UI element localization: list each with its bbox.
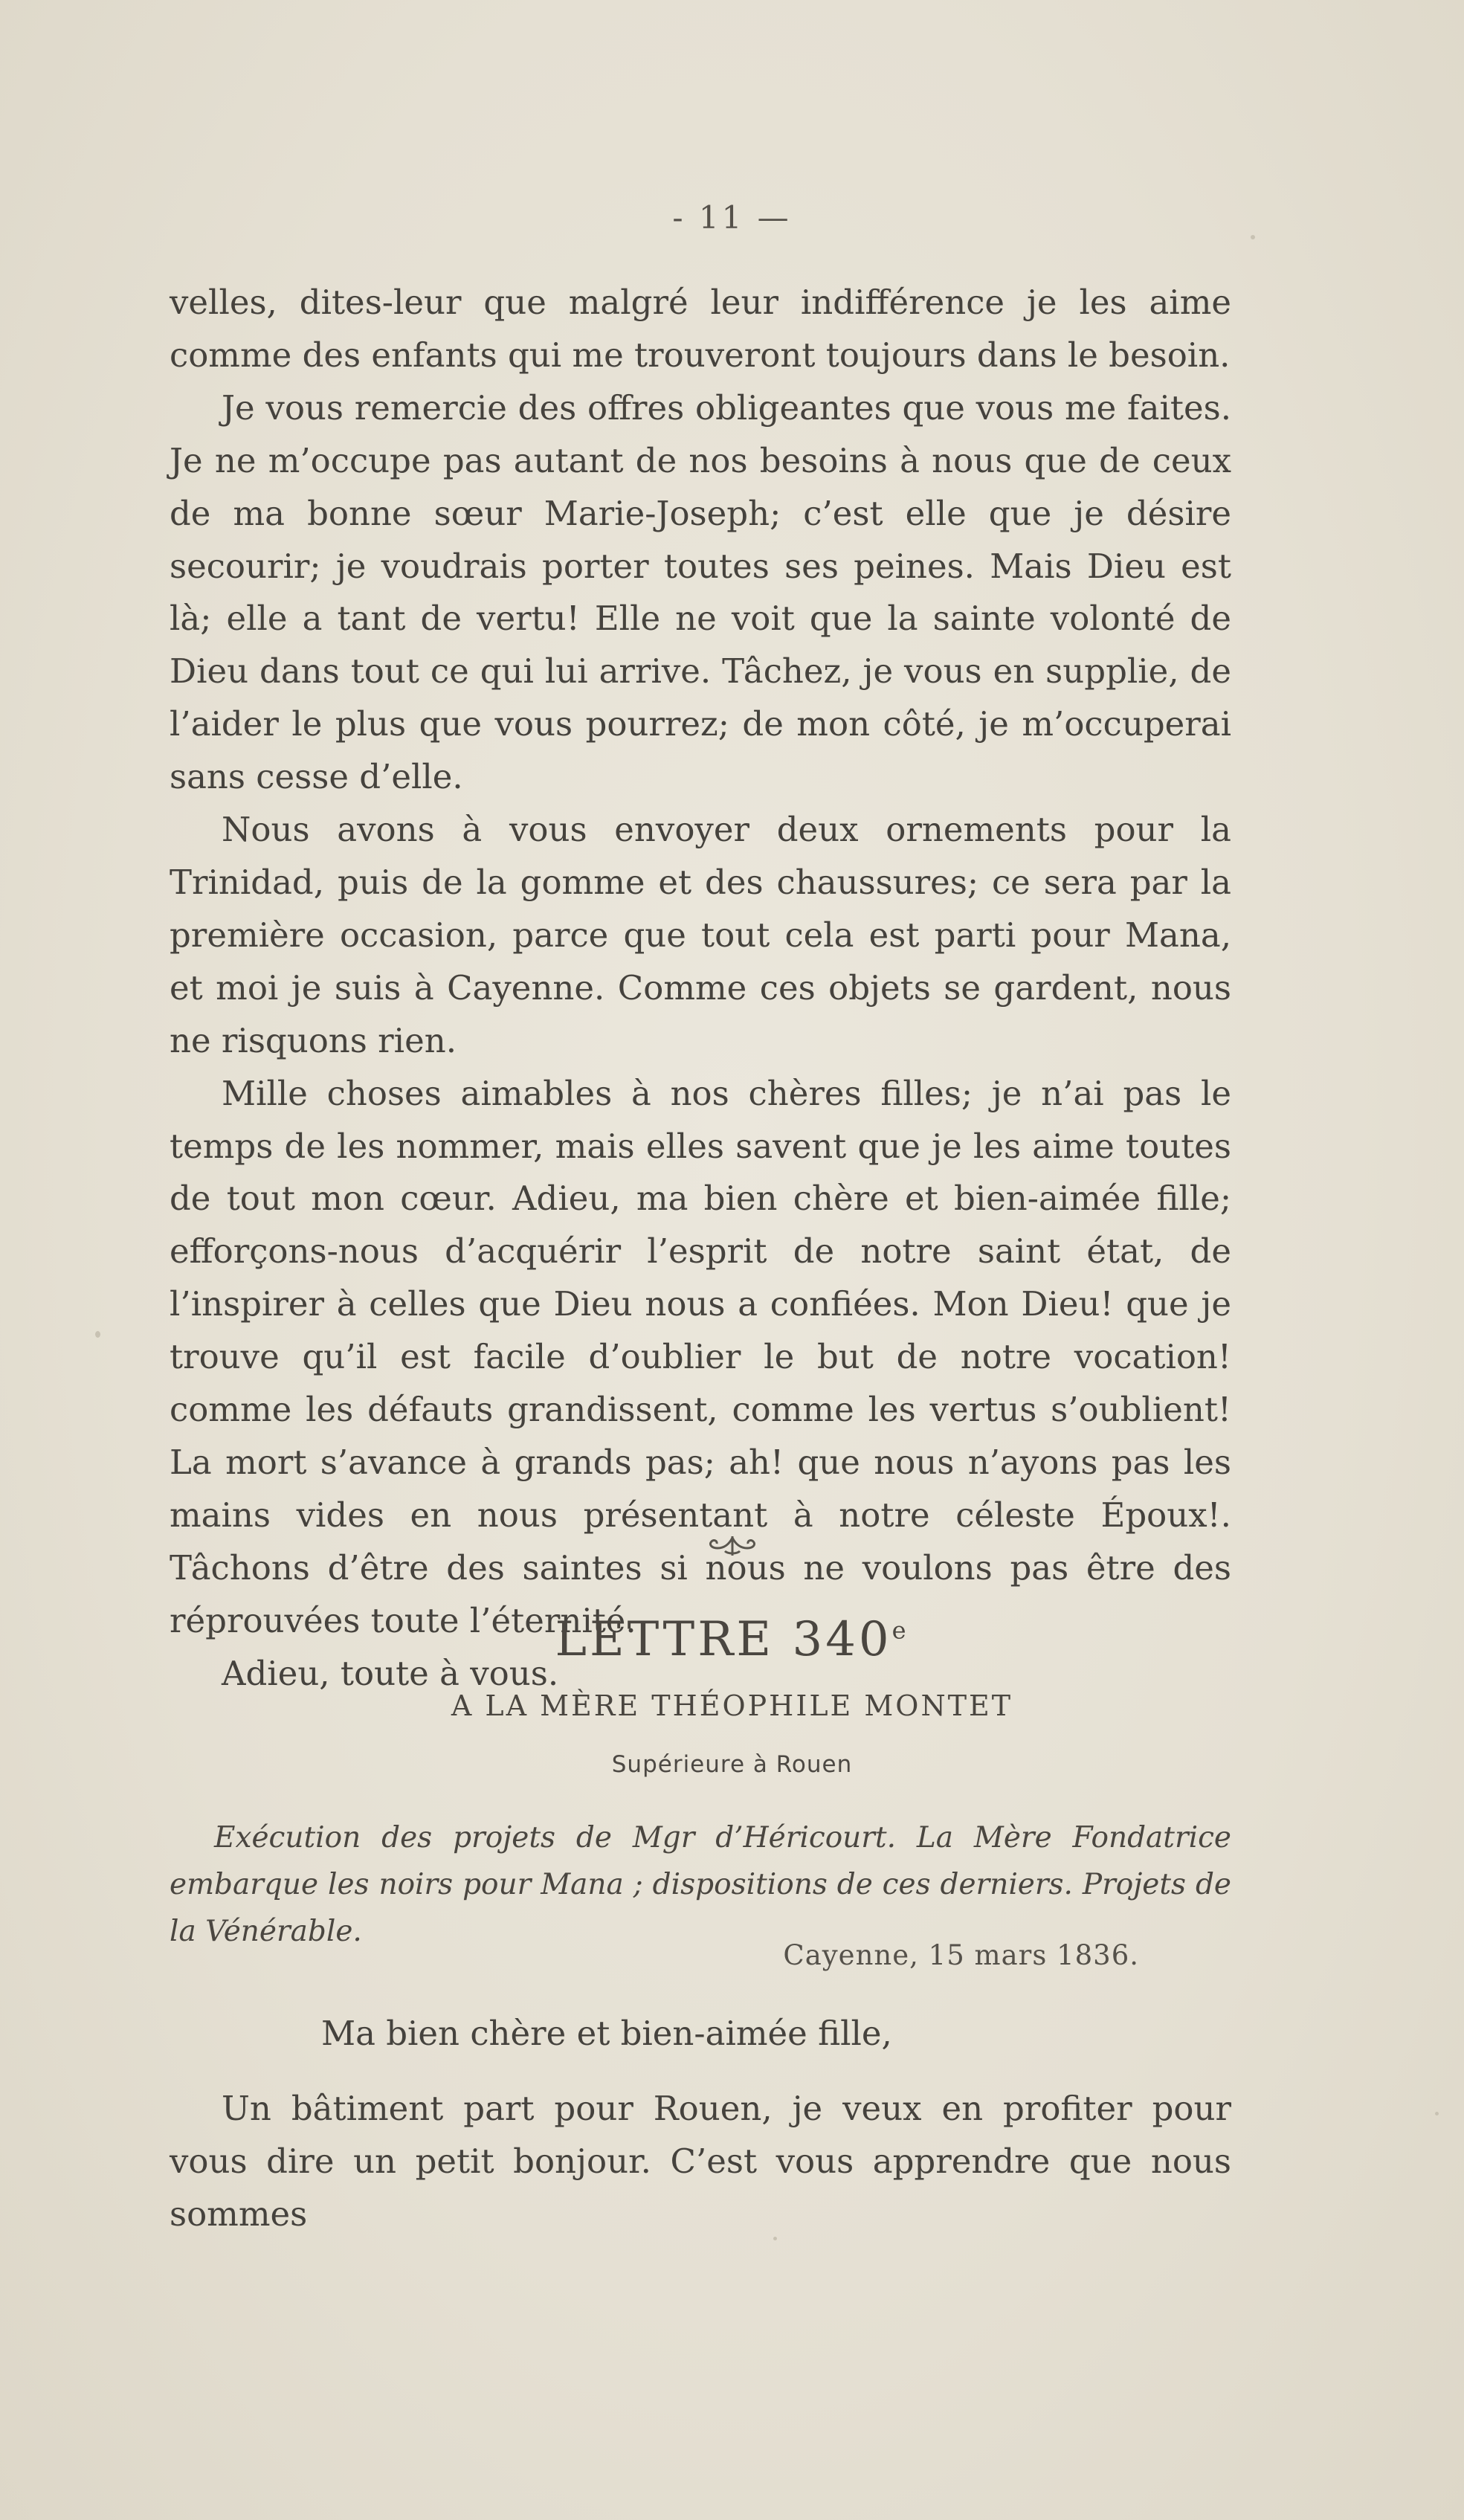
letter-subtitle: Supérieure à Rouen xyxy=(611,1751,853,1778)
letter-title xyxy=(0,1612,1464,1667)
letter-title-suffix: e xyxy=(891,1616,909,1645)
paragraph: Je vous remercie des offres obligeantes que vous me faites. Je ne m’occupe pas autant de nos besoins à nous que de ceux de ma bonne sœur Marie-Joseph; c’est elle que je désire secourir; je voudrais porter toutes ses peines. Mais Dieu est là; elle a tant de vertu! Elle ne voit que la sainte volonté de Dieu dans tout ce qui lui arrive. Tâchez, je vous en supplie, de l’aider le plus que vous pourrez; de mon côté, je m’occuperai sans cesse d’elle. xyxy=(170,387,1231,797)
letter-summary: Exécution des projets de Mgr d’Héricourt. La Mère Fondatrice embarque les noirs pour Mana ; dispositions de ces derniers. Projets de la Vénérable. xyxy=(170,1821,1231,1948)
salutation: Ma bien chère et bien-aimée fille, xyxy=(321,2014,892,2053)
paragraph: velles, dites-leur que malgré leur indifférence je les aime comme des enfants qui me trouveront toujours dans le besoin. xyxy=(170,283,1231,375)
paper-speck xyxy=(773,2237,777,2240)
dateline: Cayenne, 15 mars 1836. xyxy=(783,1939,1139,1971)
letter-addressee: A LA MÈRE THÉOPHILE MONTET xyxy=(451,1689,1013,1722)
paragraph: Nous avons à vous envoyer deux ornements pour la Trinidad, puis de la gomme et des chaussures; ce sera par la première occasion, parce que tout cela est parti pour Mana, et moi je suis à Cayenne. Comme ces objets se gardent, nous ne risquons rien. xyxy=(170,810,1231,1060)
paper-speck xyxy=(95,1331,100,1338)
paper-speck xyxy=(1435,2112,1439,2115)
letter-body xyxy=(170,2008,1231,2241)
fleuron-ornament xyxy=(0,1533,1464,1562)
letter-continuation xyxy=(170,277,1231,1700)
fleuron-icon xyxy=(703,1533,762,1559)
paragraph: Mille choses aimables à nos chères filles; je n’ai pas le temps de les nommer, mais elles savent que je les aime toutes de tout mon cœur. Adieu, ma bien chère et bien-aimée fille; efforçons-nous d’acquérir l’esprit de notre saint état, de l’inspirer à celles que Dieu nous a confiées. Mon Dieu! que je trouve qu’il est facile d’oublier le but de notre vocation! comme les défauts grandissent, comme les vertus s’oublient! La mort s’avance à grands pas; ah! que nous n’ayons pas les mains vides en nous présentant à notre céleste Époux!. Tâchons d’être des saintes si nous ne voulons pas être des réprouvées toute l’éternité. xyxy=(170,1073,1231,1640)
page-number: - 11 — xyxy=(672,199,792,236)
paragraph: Un bâtiment part pour Rouen, je veux en profiter pour vous dire un petit bonjour. C’est vous apprendre que nous sommes xyxy=(170,2088,1231,2234)
letter-title-text: LETTRE 340 xyxy=(555,1612,892,1667)
paper-speck xyxy=(1251,235,1255,239)
closing-line: Adieu, toute à vous. xyxy=(222,1653,559,1693)
